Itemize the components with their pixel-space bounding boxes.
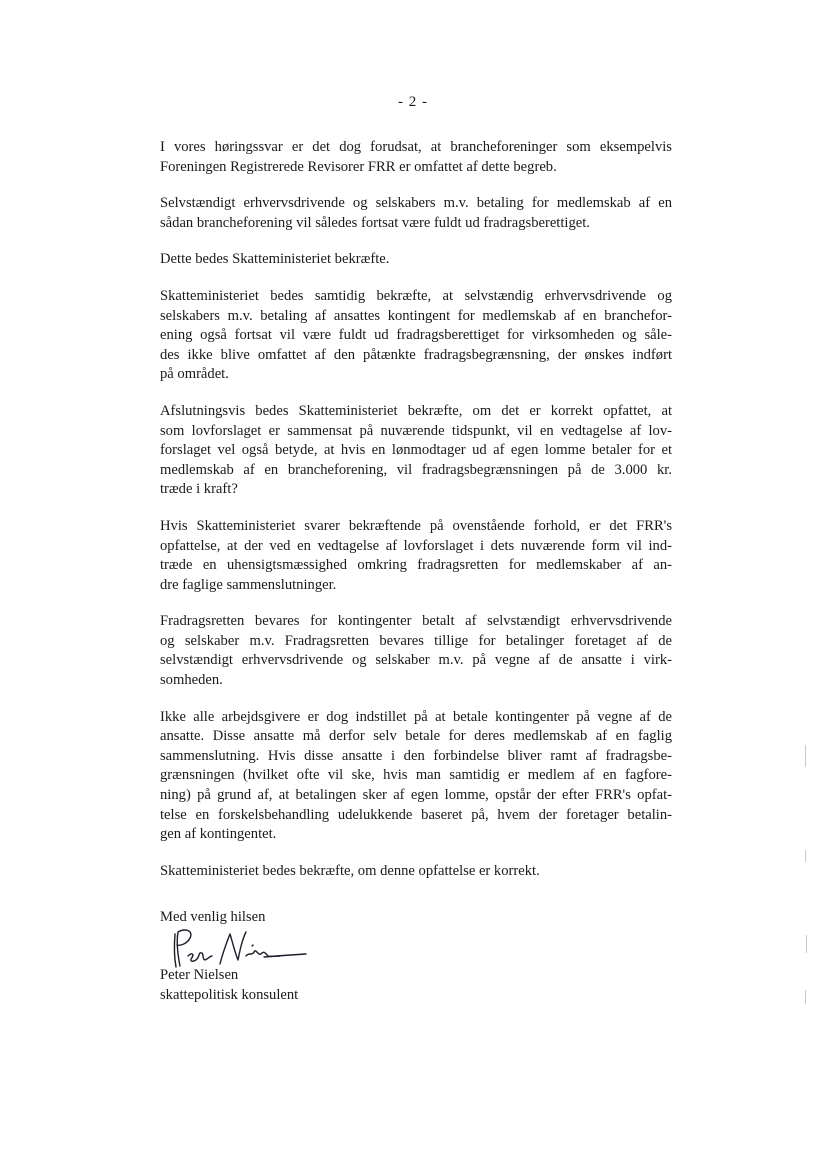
text-line: sammenslutning. Hvis disse ansatte i den forbindelse bliver ramt af fradragsbe- bbox=[160, 747, 672, 764]
paragraph bbox=[160, 402, 672, 500]
paragraph bbox=[160, 708, 672, 845]
text-line: grænsningen (hvilket ofte vil ske, hvis man samtidig er medlem af en fagfore- bbox=[160, 767, 672, 784]
text-line: Foreningen Registrerede Revisorer FRR er omfattet af dette begreb. bbox=[160, 158, 557, 175]
signer-title: skattepolitisk konsulent bbox=[160, 987, 299, 1003]
paragraph bbox=[160, 517, 672, 595]
text-line: forslaget vel også betyde, at hvis en lønmodtager ud af egen lomme betaler for et bbox=[160, 442, 672, 459]
text-line: Hvis Skatteministeriet svarer bekræftende på ovenstående forhold, er det FRR's bbox=[160, 517, 672, 534]
text-line: dre faglige sammenslutninger. bbox=[160, 576, 337, 593]
text-line: opfattelse, at der ved en vedtagelse af lovforslaget i dets nuværende form vil ind- bbox=[160, 537, 672, 554]
text-line: sådan brancheforening vil således fortsat være fuldt ud fradragsberettiget. bbox=[160, 214, 590, 231]
text-line: ansatte. Disse ansatte må derfor selv betale for deres medlemskab af en faglig bbox=[160, 728, 672, 745]
page-number: - 2 - bbox=[398, 94, 428, 110]
text-line: Afslutningsvis bedes Skatteministeriet bekræfte, om det er korrekt opfattet, at bbox=[160, 402, 672, 419]
handwritten-signature bbox=[160, 926, 310, 970]
text-line: selvstændigt erhvervsdrivende og selskaber m.v. på vegne af de ansatte i virk- bbox=[160, 652, 672, 669]
letter-body bbox=[160, 138, 672, 898]
text-line: Fradragsretten bevares for kontingenter betalt af selvstændigt erhvervsdrivende bbox=[160, 613, 672, 630]
signer-name: Peter Nielsen bbox=[160, 967, 239, 983]
text-line: Dette bedes Skatteministeriet bekræfte. bbox=[160, 251, 390, 268]
text-line: ening også fortsat vil være fuldt ud fradragsberettiget for virksomheden og såle- bbox=[160, 327, 672, 344]
text-line: selskabers m.v. betaling af ansattes kontingent for medlemskab af en branchefor- bbox=[160, 307, 672, 324]
text-line: og selskaber m.v. Fradragsretten bevares tillige for betalinger foretaget af de bbox=[160, 632, 672, 649]
text-line: træde i kraft? bbox=[160, 481, 238, 498]
paragraph bbox=[160, 287, 672, 385]
text-line: Selvstændigt erhvervsdrivende og selskabers m.v. betaling for medlemskab af en bbox=[160, 195, 672, 212]
scan-artifact bbox=[805, 850, 806, 862]
text-line: på området. bbox=[160, 366, 229, 383]
text-line: gen af kontingentet. bbox=[160, 826, 277, 843]
text-line: medlemskab af en brancheforening, vil fradragsbegrænsningen på de 3.000 kr. bbox=[160, 461, 672, 478]
paragraph bbox=[160, 194, 672, 233]
text-line: som lovforslaget er sammensat på nuværende tidspunkt, vil en vedtagelse af lov- bbox=[160, 422, 672, 439]
scan-artifact bbox=[805, 990, 806, 1004]
paragraph bbox=[160, 862, 672, 882]
text-line: Ikke alle arbejdsgivere er dog indstillet på at betale kontingenter på vegne af de bbox=[160, 708, 672, 725]
text-line: telse en forskelsbehandling udelukkende baseret på, hvem der foretager betalin- bbox=[160, 806, 672, 823]
text-line: træde en uhensigtsmæssighed omkring fradragsretten for medlemskaber af an- bbox=[160, 557, 672, 574]
closing-salutation: Med venlig hilsen bbox=[160, 909, 266, 925]
text-line: des ikke blive omfattet af den påtænkte fradragsbegrænsning, der ønskes indført bbox=[160, 346, 672, 363]
paragraph bbox=[160, 612, 672, 690]
paragraph bbox=[160, 138, 672, 177]
paragraph bbox=[160, 250, 672, 270]
text-line: ning) på grund af, at betalingen sker af egen lomme, opstår der efter FRR's opfat- bbox=[160, 787, 672, 804]
text-line: I vores høringssvar er det dog forudsat, at brancheforeninger som eksempelvis bbox=[160, 139, 672, 155]
text-line: somheden. bbox=[160, 672, 223, 689]
text-line: Skatteministeriet bedes samtidig bekræfte, at selvstændig erhvervsdrivende og bbox=[160, 287, 672, 304]
scan-artifact bbox=[805, 745, 806, 767]
text-line: Skatteministeriet bedes bekræfte, om denne opfattelse er korrekt. bbox=[160, 862, 540, 879]
scan-artifact bbox=[806, 935, 807, 953]
